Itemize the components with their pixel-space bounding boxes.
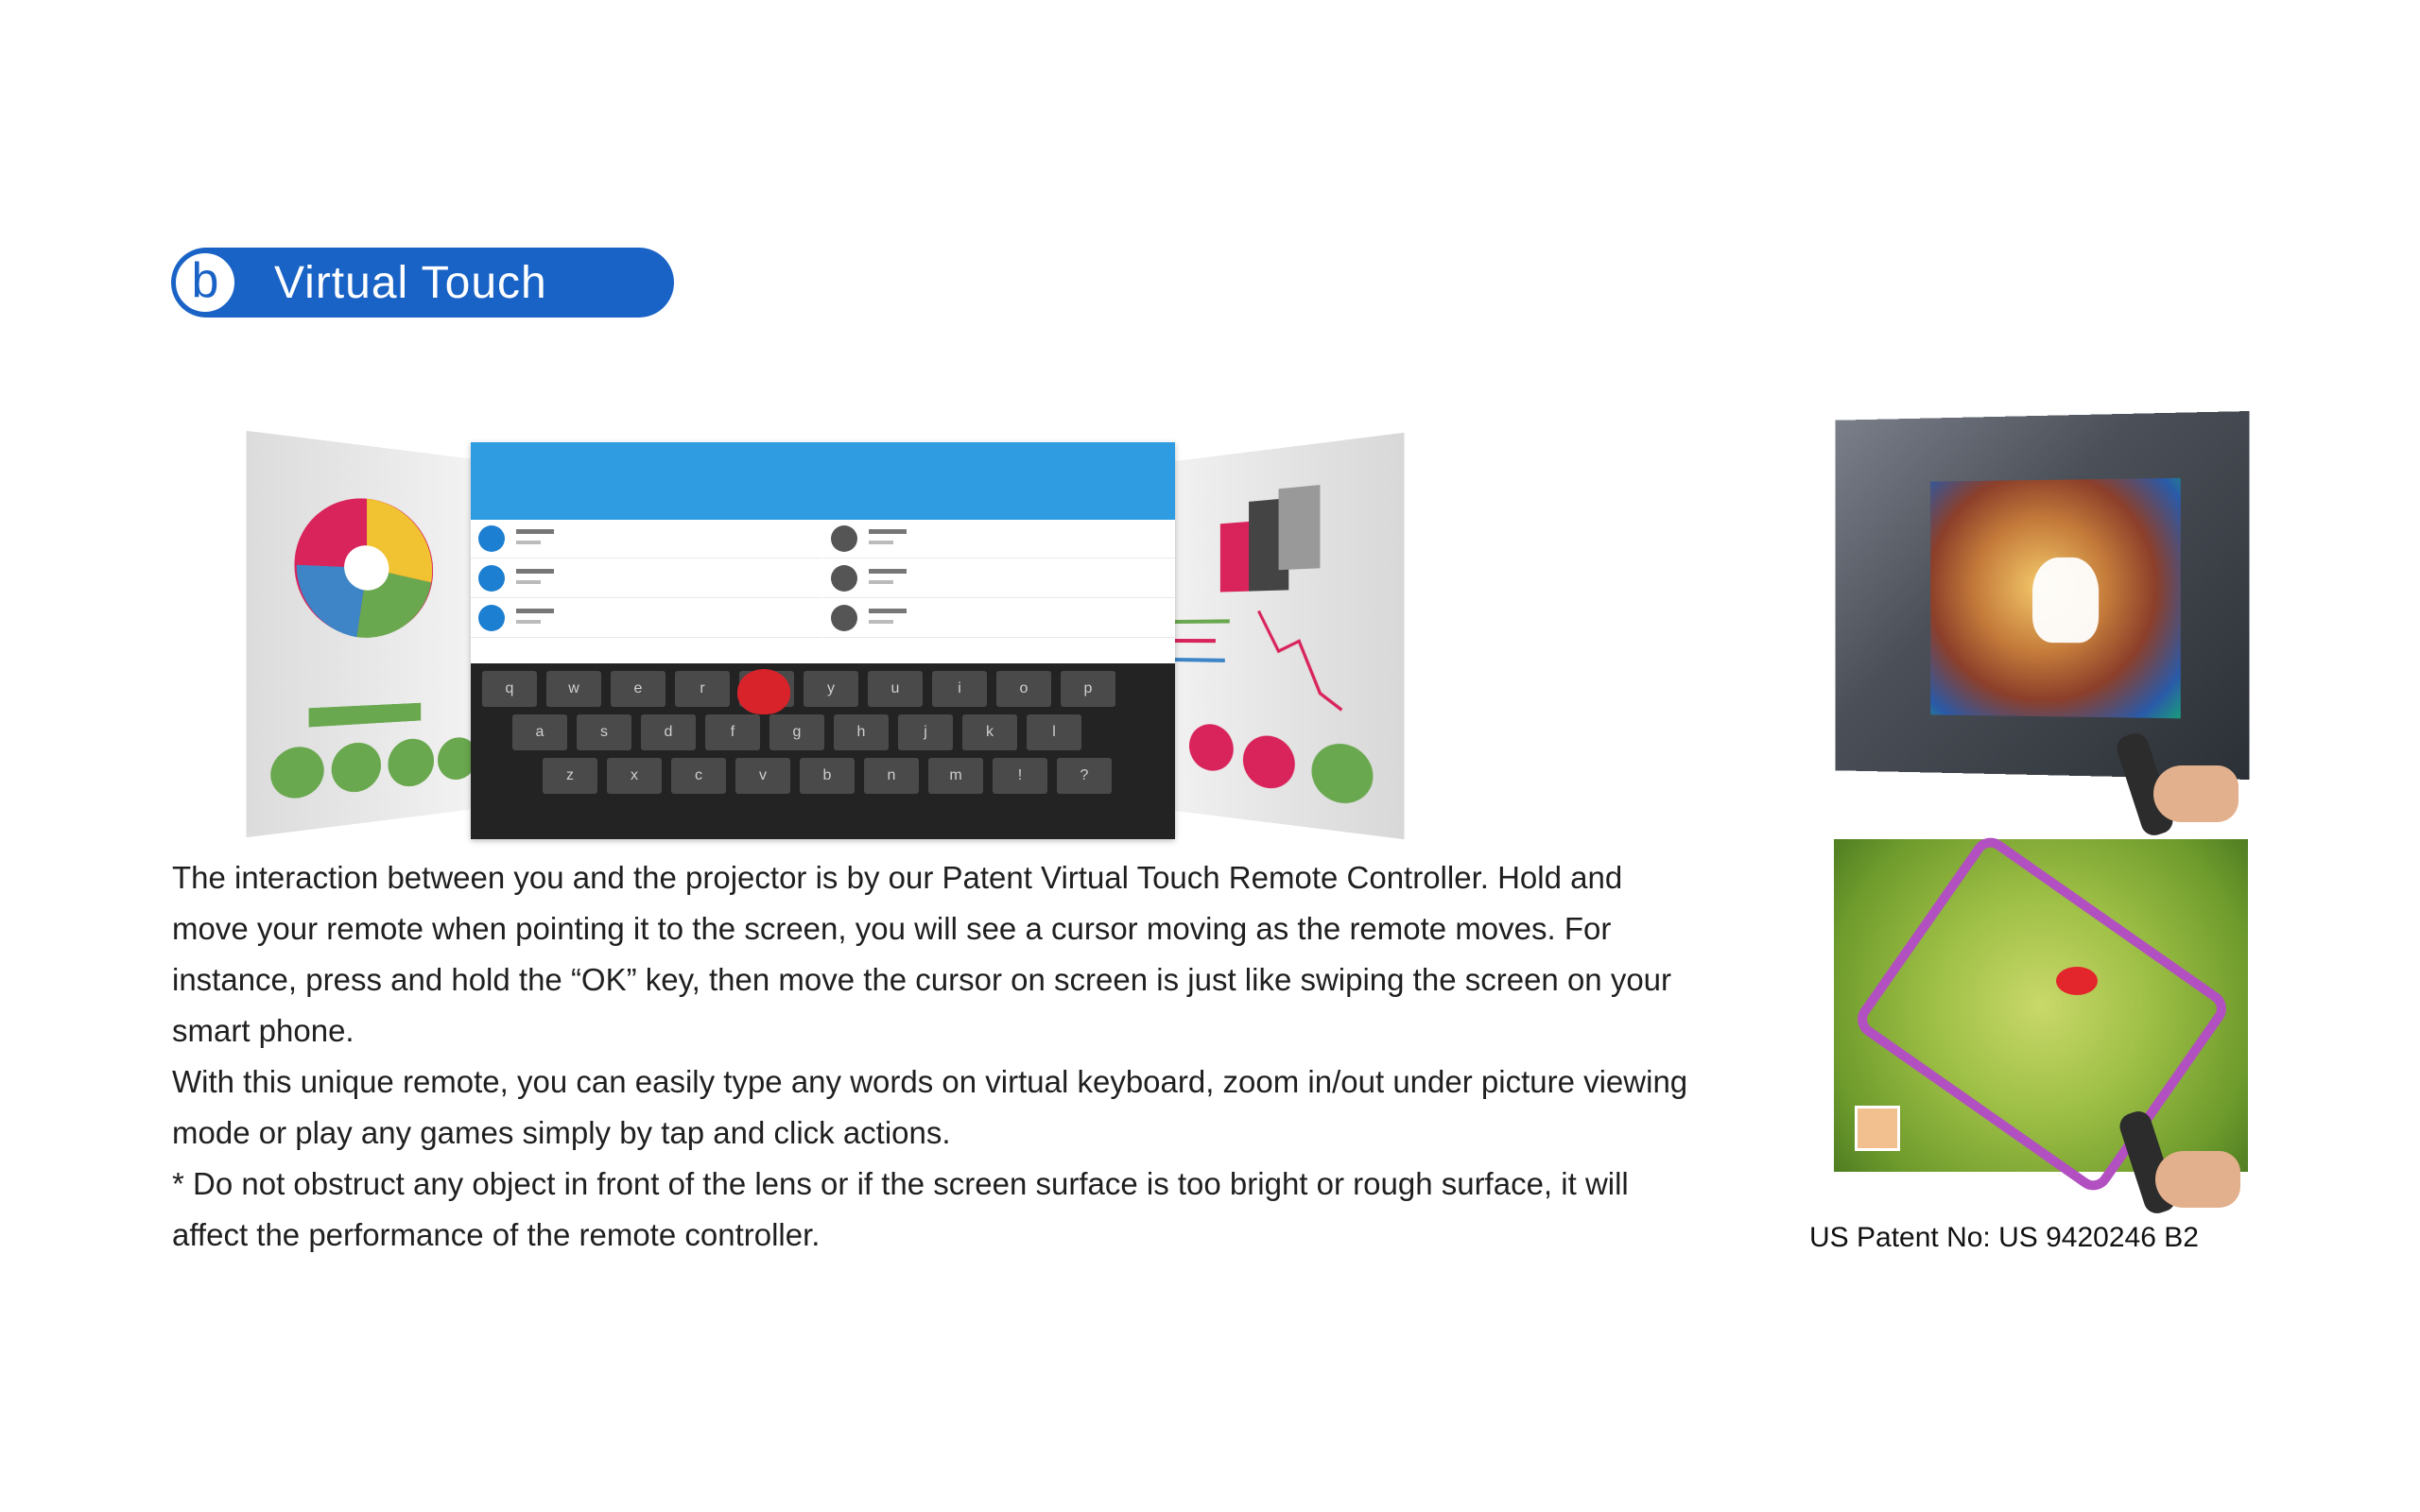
keyboard-key: e [611,671,666,707]
keyboard-key: a [512,714,567,750]
paragraph-note: * Do not obstruct any object in front of the lens or if the screen surface is too bright or rough surface, it will affect the performance of the remote controller. [172,1166,1629,1252]
keyboard-key: ? [1057,758,1112,794]
section-title: Virtual Touch [274,258,547,308]
keyboard-key: d [641,714,696,750]
keyboard-key: o [996,671,1051,707]
virtual-keyboard [471,663,1175,839]
keyboard-key: y [804,671,858,707]
tablet-screen [471,442,1175,839]
keyboard-key: n [864,758,919,794]
virtual-keyboard-mockup [263,442,1388,839]
game-projection-photo [1834,839,2248,1172]
keyboard-key: j [898,714,953,750]
paragraph-features: With this unique remote, you can easily type any words on virtual keyboard, zoom in/out under picture viewing mode or play any games simply by tap and click actions. [172,1064,1688,1150]
lion-projection-photo [1836,411,2250,780]
keyboard-key: m [928,758,983,794]
infographic-left-page [246,431,475,837]
patent-number: US Patent No: US 9420246 B2 [1809,1222,2199,1253]
keyboard-key: w [546,671,601,707]
charts-icon [1175,433,1405,839]
list-item [823,559,1175,598]
paragraph-intro: The interaction between you and the projector is by our Patent Virtual Touch Remote Controller. Hold and move your remote when pointing it to the screen, you will see a cursor moving as the remote moves. For instance, press and hold the “OK” key, then move the cursor on screen is just like swiping the screen on your smart phone. [172,860,1672,1048]
keyboard-key: k [962,714,1017,750]
keyboard-key: r [675,671,730,707]
pie-chart-icon [246,431,475,837]
keyboard-key: c [671,758,726,794]
hand-icon [2153,765,2238,822]
section-letter: b [174,251,236,314]
app-bar [471,442,1175,520]
keyboard-key: b [800,758,855,794]
list-item [471,599,822,638]
description-text [172,852,1703,1261]
keyboard-key: u [868,671,923,707]
keyboard-key: z [543,758,597,794]
hand-icon [2155,1151,2240,1208]
keyboard-key: q [482,671,537,707]
keyboard-key: v [735,758,790,794]
list-item [471,520,822,558]
keyboard-key: i [932,671,987,707]
game-marker-icon [2056,967,2098,995]
game-village-wall [1850,831,2234,1197]
hand-cursor-icon [2032,558,2099,644]
keyboard-key: s [577,714,631,750]
keyboard-key: ! [993,758,1047,794]
touch-pointer-icon [737,669,790,714]
list-item [823,520,1175,558]
keyboard-key: h [834,714,889,750]
infographic-right-page [1175,433,1405,839]
keyboard-key: p [1061,671,1115,707]
keyboard-key: g [769,714,824,750]
list-item [823,599,1175,638]
keyboard-key: l [1027,714,1081,750]
keyboard-key: f [705,714,760,750]
keyboard-key: x [607,758,662,794]
list-item [471,559,822,598]
game-avatar [1855,1106,1900,1151]
